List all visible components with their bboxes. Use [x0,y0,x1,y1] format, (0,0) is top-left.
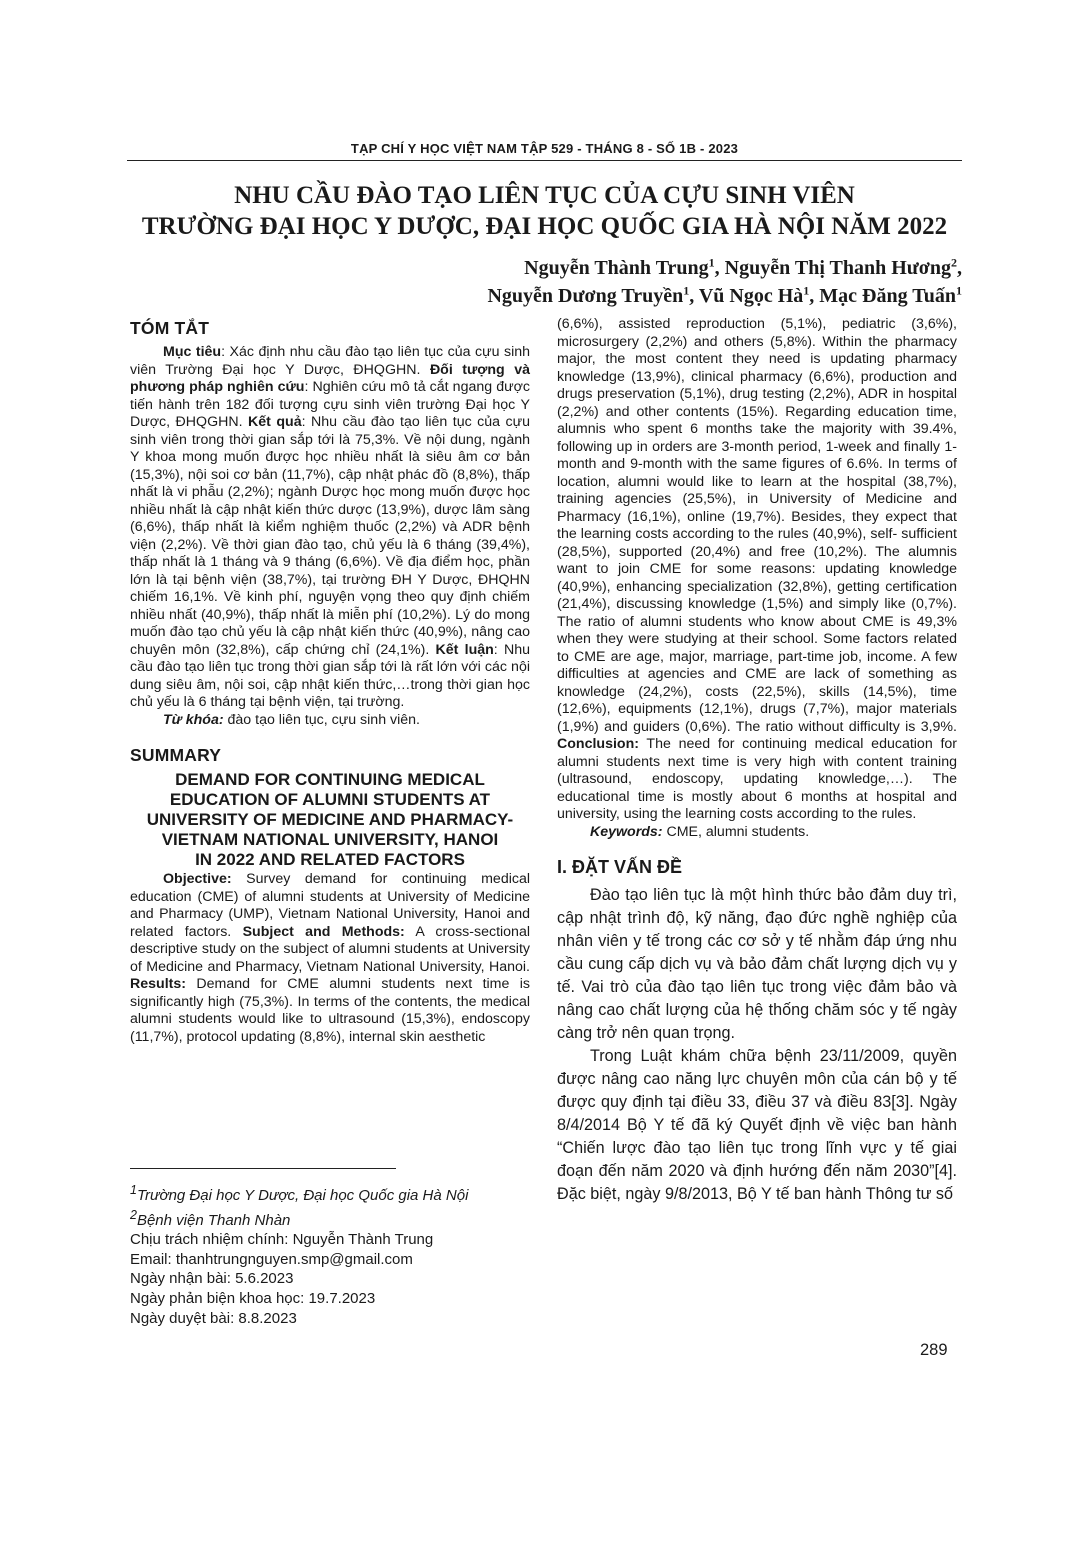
affiliation-mark: 1 [803,283,810,298]
author-list [262,254,962,310]
english-title-line: VIETNAM NATIONAL UNIVERSITY, HANOI [161,830,499,849]
header-rule [127,160,962,161]
reviewed-date: Ngày phản biện khoa học: 19.7.2023 [130,1289,376,1307]
title-line-1: NHU CẦU ĐÀO TẠO LIÊN TỤC CỦA CỰU SINH VIÊN [234,182,855,209]
left-column [130,318,530,1046]
label-conclusion: Conclusion: [557,736,639,752]
page-number: 289 [920,1341,948,1359]
vietnamese-abstract-heading: TÓM TẮT [130,318,210,338]
intro-paragraph-2: Trong Luật khám chữa bệnh 23/11/2009, quyền được nâng cao năng lực chuyên môn của cán bộ y tế được quy định tại điều 33, điều 37 và điều 83[3]. Ngày 8/4/2014 Bộ Y tế đã ký Quyết định về việc ban hành “Chiến lược đào tạo liên tục trong lĩnh vực y tế giai đoạn đến năm 2020 và định hướng đến năm 2030”[4]. Đặc biệt, ngày 9/8/2013, Bộ Y tế ban hành Thông tư số [557,1047,957,1203]
author-separator: , [957,257,962,279]
affiliation-mark: 2 [951,255,957,270]
author-line-1 [262,254,962,282]
author-separator: , [809,285,820,307]
label-ket-qua: Kết quả [248,414,302,430]
label-results: Results: [130,976,186,992]
vietnamese-keywords [130,712,530,730]
affiliation-1: $^1$Trường Đại học Y Dược, Đại học Quốc gia Hà Nội [130,1183,469,1204]
label-ket-luan: Kết luận [435,641,494,658]
text-keywords: CME, alumni students. [662,823,810,840]
affiliation-mark: 1 [956,283,962,298]
journal-header: TẠP CHÍ Y HỌC VIỆT NAM TẬP 529 - THÁNG 8 - SỐ 1B - 2023 [350,141,739,156]
text-ket-qua: : Nhu cầu đào tạo liên tục của cựu sinh viên trong thời gian sắp tới là 75,3%. Về nội dung, ngành Y khoa mong muốn được học nhiều nhất là siêu âm cơ bản (15,3%), nội soi cơ bản (11,7%), cập nhật phác đồ (8,8%), thấp nhất là vi phẫu (2,2%); ngành Dược học mong muốn được học nhiều nhất là cập nhật kiến thức dược (13,9%), dược lâm sàng (6,6%), thấp nhất là kiểm nghiệm thuốc (2,2%) và ADR bệnh viện (2,2%). Về thời gian đào tạo, chủ yếu là 6 tháng (39,4%), thấp nhất là 1 tháng và 9 tháng (6,6%). Về địa điểm học, phần lớn là tại bệnh viện (38,7%), tại trường ĐH Y Dược, ĐHQHN chiếm 16,1%. Về kinh phí, nguyện vọng theo quy định chiếm nhiều nhất (40,9%), thấp nhất là miễn phí (10,2%). Lý do mong muốn đào tạo chủ yếu là cập nhật kiến thức (40,9%), nâng cao chuyên môn (32,8%), cấp chứng chỉ (24,1%). [130,414,530,658]
affiliation-mark: 1 [683,283,690,298]
affiliation-2: $^2$Bệnh viện Thanh Nhàn [130,1207,291,1229]
affiliation-mark: 1 [708,255,715,270]
text-tu-khoa: đào tạo liên tục, cựu sinh viên. [223,711,420,728]
text-muc-tieu: : Xác định nhu cầu đào tạo liên tục của cựu sinh viên Trường Đại học Y Dược, ĐHQGHN. [130,344,530,378]
author-separator: , [714,257,725,279]
text-methods: A cross-sectional descriptive study on the subject of alumni students at University of Medicine and Pharmacy, Vietnam National University, Hanoi. [130,923,530,975]
text-conclusion: The need for continuing medical education for alumni students next time is very high with content training (ultrasound, endoscopy, updating knowledge,…). The educational time is mostly about 6 months at hospital and university, using the learning costs according to the rules. [557,736,957,822]
english-title-line: UNIVERSITY OF MEDICINE AND PHARMACY- [146,810,514,829]
english-title-line: EDUCATION OF ALUMNI STUDENTS AT [169,790,491,809]
article-title [127,180,962,242]
title-line-2: TRƯỜNG ĐẠI HỌC Y DƯỢC, ĐẠI HỌC QUỐC GIA HÀ NỘI NĂM 2022 [141,213,948,240]
english-abstract-part-2 [557,316,957,824]
footnote-rule [130,1168,396,1169]
received-date: Ngày nhận bài: 5.6.2023 [130,1270,294,1288]
author-separator: , [689,285,699,307]
author-name: Nguyễn Thị Thanh Hương [724,257,951,279]
accepted-date: Ngày duyệt bài: 8.8.2023 [130,1309,297,1327]
label-methods: Subject and Methods: [242,923,405,940]
text-doi-tuong: : Nghiên cứu mô tả cắt ngang được tiến hành trên 182 đối tượng cựu sinh viên trường Đại học Y Dược, ĐHQGHN. [130,379,530,430]
footnotes [130,1168,550,1328]
author-name: Mạc Đăng Tuấn [819,285,956,307]
right-column [557,316,957,1206]
summary-heading: SUMMARY [130,745,222,765]
author-email: Email: thanhtrungnguyen.smp@gmail.com [130,1250,413,1268]
text-results-part-2: (6,6%), assisted reproduction (5,1%), pediatric (3,6%), microsurgery (2,2%) and others (5,8%). Within the pharmacy major, the most content they need is updating pharmacy knowledge (13,9%), clinical pharmacy (6,6%), production and drugs preservation (5,1%), drug testing (2,2%), ADR in hospital (2,2%) and other contents (15%). Regarding education time, alumnis who spent 6 months take the majority with 39.4%, following up in orders are 3-month period, 1-week and finally 1-month and 9-month with the same figures of 6.6%. In terms of location, alumni would like to learn at the hospital (38,7%), training agencies (25,5%), in University of Medicine and Pharmacy (16,1%), online (19,7%). Besides, they expect that the learning costs according to the rules (40,9%), self- sufficient (28,5%), supported (20,4%) and free (10,2%). The alumnis want to join CME for some reasons: updating knowledge (40,9%), enhancing specialization (32,8%), getting certification (21,4%), discussing knowledge (1,5%) and simply like (0,7%). The ratio of alumni students who know about CME is 49,3% when they were studying at their school. Some factors related to CME are age, major, marriage, part-time job, income. A few difficulties at agencies and CME are lack of something as knowledge (24,2%), costs (22,5%), skills (14,5%), time (12,6%), equipments (12,1%), drugs (7,7%), major materials (1,9%) and guiders (0,6%). The ratio without difficulty is 3,9%. [557,316,957,735]
label-tu-khoa: Từ khóa: [163,711,224,728]
english-keywords [557,824,957,842]
vietnamese-abstract [130,344,530,712]
text-results-part-1: Demand for CME alumni students next time is significantly high (75,3%). In terms of the contents, the medical alumni students would like to ultrasound (15,3%), endoscopy (11,7%), protocol updating (8,8%), internal skin aesthetic [130,976,530,1045]
english-title-line: IN 2022 AND RELATED FACTORS [195,850,465,869]
english-abstract-part-1 [130,871,530,1046]
text-ket-luan: : Nhu cầu đào tạo liên tục trong thời gian sắp tới là rất lớn với các nội dung siêu âm, nội soi, cập nhật kiến thức,…trong thời gian học chủ yếu là 6 tháng tại bệnh viện, tại trường. [130,641,531,710]
author-name: Nguyễn Dương Truyền [487,285,684,307]
label-objective: Objective: [163,871,232,887]
english-title [130,770,530,870]
label-keywords: Keywords: [590,823,663,840]
label-doi-tuong: Đối tượng và phương pháp nghiên cứu [130,361,530,395]
section-heading-introduction: I. ĐẶT VẤN ĐỀ [557,857,683,877]
author-name: Nguyễn Thành Trung [524,257,709,279]
label-muc-tieu: Mục tiêu [163,344,222,360]
english-title-line: DEMAND FOR CONTINUING MEDICAL [175,770,485,789]
author-line-2 [262,282,962,310]
author-name: Vũ Ngọc Hà [698,285,804,307]
corresponding-author: Chịu trách nhiệm chính: Nguyễn Thành Trung [130,1231,434,1249]
intro-paragraph-1: Đào tạo liên tục là một hình thức bảo đảm duy trì, cập nhật trình độ, kỹ năng, đạo đức nghề nghiệp của nhân viên y tế trong các cơ sở y tế nhằm đáp ứng nhu cầu cung cấp dịch vụ và bảo đảm chất lượng dịch vụ y tế. Vai trò của đào tạo liên tục trong việc đảm bảo và nâng cao chất lượng của hệ thống chăm sóc y tế ngày càng trở nên quan trọng. [557,886,957,1042]
text-objective: Survey demand for continuing medical education (CME) of alumni students at University of Medicine and Pharmacy (UMP), Vietnam National University, Hanoi and related factors. [130,871,530,940]
